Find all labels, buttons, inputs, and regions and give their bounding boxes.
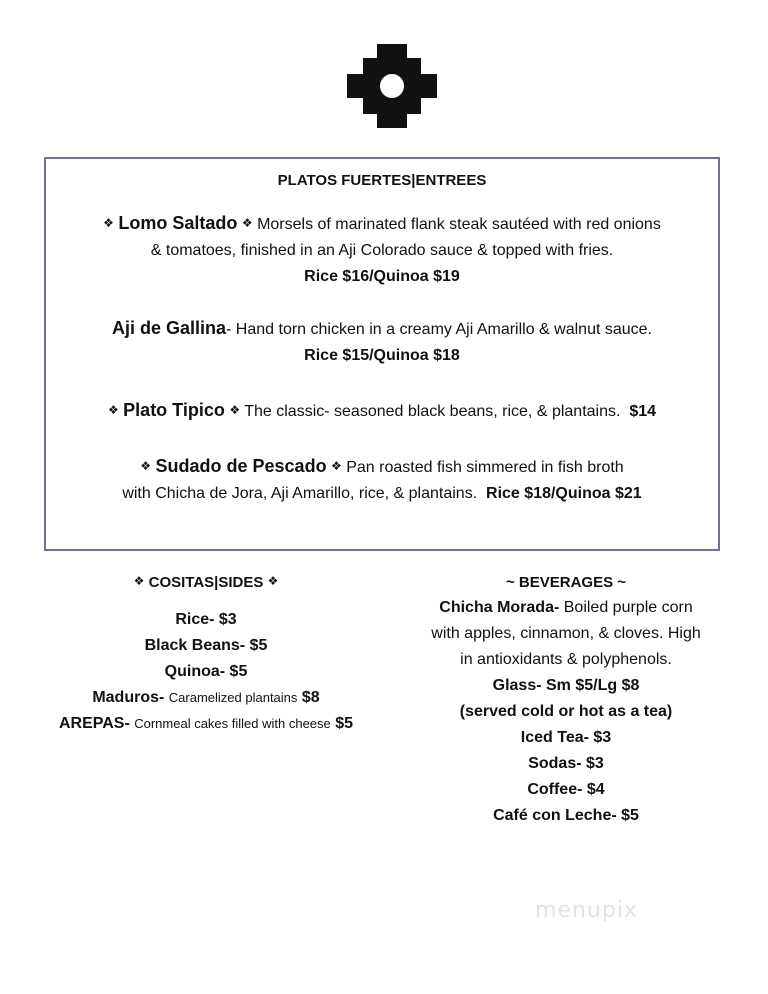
- item-description: & tomatoes, finished in an Aji Colorado sauce & topped with fries.: [150, 242, 614, 259]
- item-price: $14: [629, 403, 657, 420]
- menu-item-plato-tipico: [46, 397, 718, 425]
- flower-bullet-icon: ❖: [103, 216, 114, 230]
- sides-heading-label: COSITAS|SIDES: [148, 574, 264, 591]
- item-description: The classic- seasoned black beans, rice, & plantains.: [244, 403, 621, 420]
- beverage-description: with apples, cinnamon, & cloves. High: [431, 625, 701, 642]
- beverage-price: Glass- Sm $5/Lg $8: [492, 677, 640, 694]
- side-item-name: Maduros-: [92, 689, 165, 706]
- side-item-quinoa: Quinoa- $5: [164, 663, 248, 680]
- beverage-description: Boiled purple corn: [563, 599, 693, 616]
- side-item-arepas: [36, 711, 376, 737]
- menu-item-sudado-de-pescado: [46, 453, 718, 507]
- flower-bullet-icon: ❖: [331, 459, 342, 473]
- sides-heading: [36, 574, 376, 591]
- flower-bullet-icon: ❖: [229, 403, 241, 417]
- item-name: Plato Tipico: [123, 400, 225, 420]
- beverages-section: [398, 574, 734, 829]
- beverages-heading: ~ BEVERAGES ~: [505, 574, 627, 591]
- side-item-price: $8: [301, 689, 320, 706]
- side-item-price: $5: [335, 715, 354, 732]
- flower-bullet-icon: ❖: [241, 216, 253, 230]
- side-item-note: Caramelized plantains: [168, 690, 298, 705]
- item-name: Sudado de Pescado: [155, 456, 327, 476]
- side-item-name: AREPAS-: [58, 715, 130, 732]
- item-description: with Chicha de Jora, Aji Amarillo, rice, & plantains.: [122, 485, 478, 502]
- item-price: Rice $16/Quinoa $19: [304, 268, 460, 285]
- flower-bullet-icon: ❖: [107, 403, 119, 417]
- item-name: Lomo Saltado: [118, 213, 238, 233]
- entrees-heading: PLATOS FUERTES|ENTREES: [277, 172, 487, 189]
- item-name: Aji de Gallina: [112, 318, 227, 338]
- item-price: Rice $15/Quinoa $18: [304, 347, 460, 364]
- watermark: menupix: [535, 898, 638, 923]
- menu-item-aji-de-gallina: [46, 315, 718, 369]
- flower-bullet-icon: ❖: [133, 574, 145, 588]
- flower-bullet-icon: ❖: [267, 574, 279, 588]
- side-item-note: Cornmeal cakes filled with cheese: [134, 716, 331, 731]
- side-item-black-beans: Black Beans- $5: [144, 637, 268, 654]
- item-description: - Hand torn chicken in a creamy Aji Amarillo & walnut sauce.: [226, 321, 652, 338]
- beverage-chicha-morada: [398, 595, 734, 621]
- beverage-item: Sodas- $3: [528, 755, 604, 772]
- item-description: Pan roasted fish simmered in fish broth: [346, 459, 624, 476]
- beverage-name: Chicha Morada-: [439, 599, 560, 616]
- side-item-maduros: [36, 685, 376, 711]
- menu-item-lomo-saltado: [46, 210, 718, 290]
- beverage-item: Iced Tea- $3: [520, 729, 612, 746]
- beverage-item: Café con Leche- $5: [493, 807, 639, 824]
- side-item-rice: Rice- $3: [175, 611, 237, 628]
- sides-section: [36, 574, 376, 737]
- item-price: Rice $18/Quinoa $21: [486, 485, 642, 502]
- entrees-section: [44, 157, 720, 551]
- beverage-note: (served cold or hot as a tea): [459, 703, 673, 720]
- item-description: Morsels of marinated flank steak sautéed with red onions: [257, 216, 661, 233]
- chakana-cross-icon: [347, 44, 437, 128]
- beverage-item: Coffee- $4: [527, 781, 605, 798]
- flower-bullet-icon: ❖: [140, 459, 152, 473]
- beverage-description: in antioxidants & polyphenols.: [460, 651, 672, 668]
